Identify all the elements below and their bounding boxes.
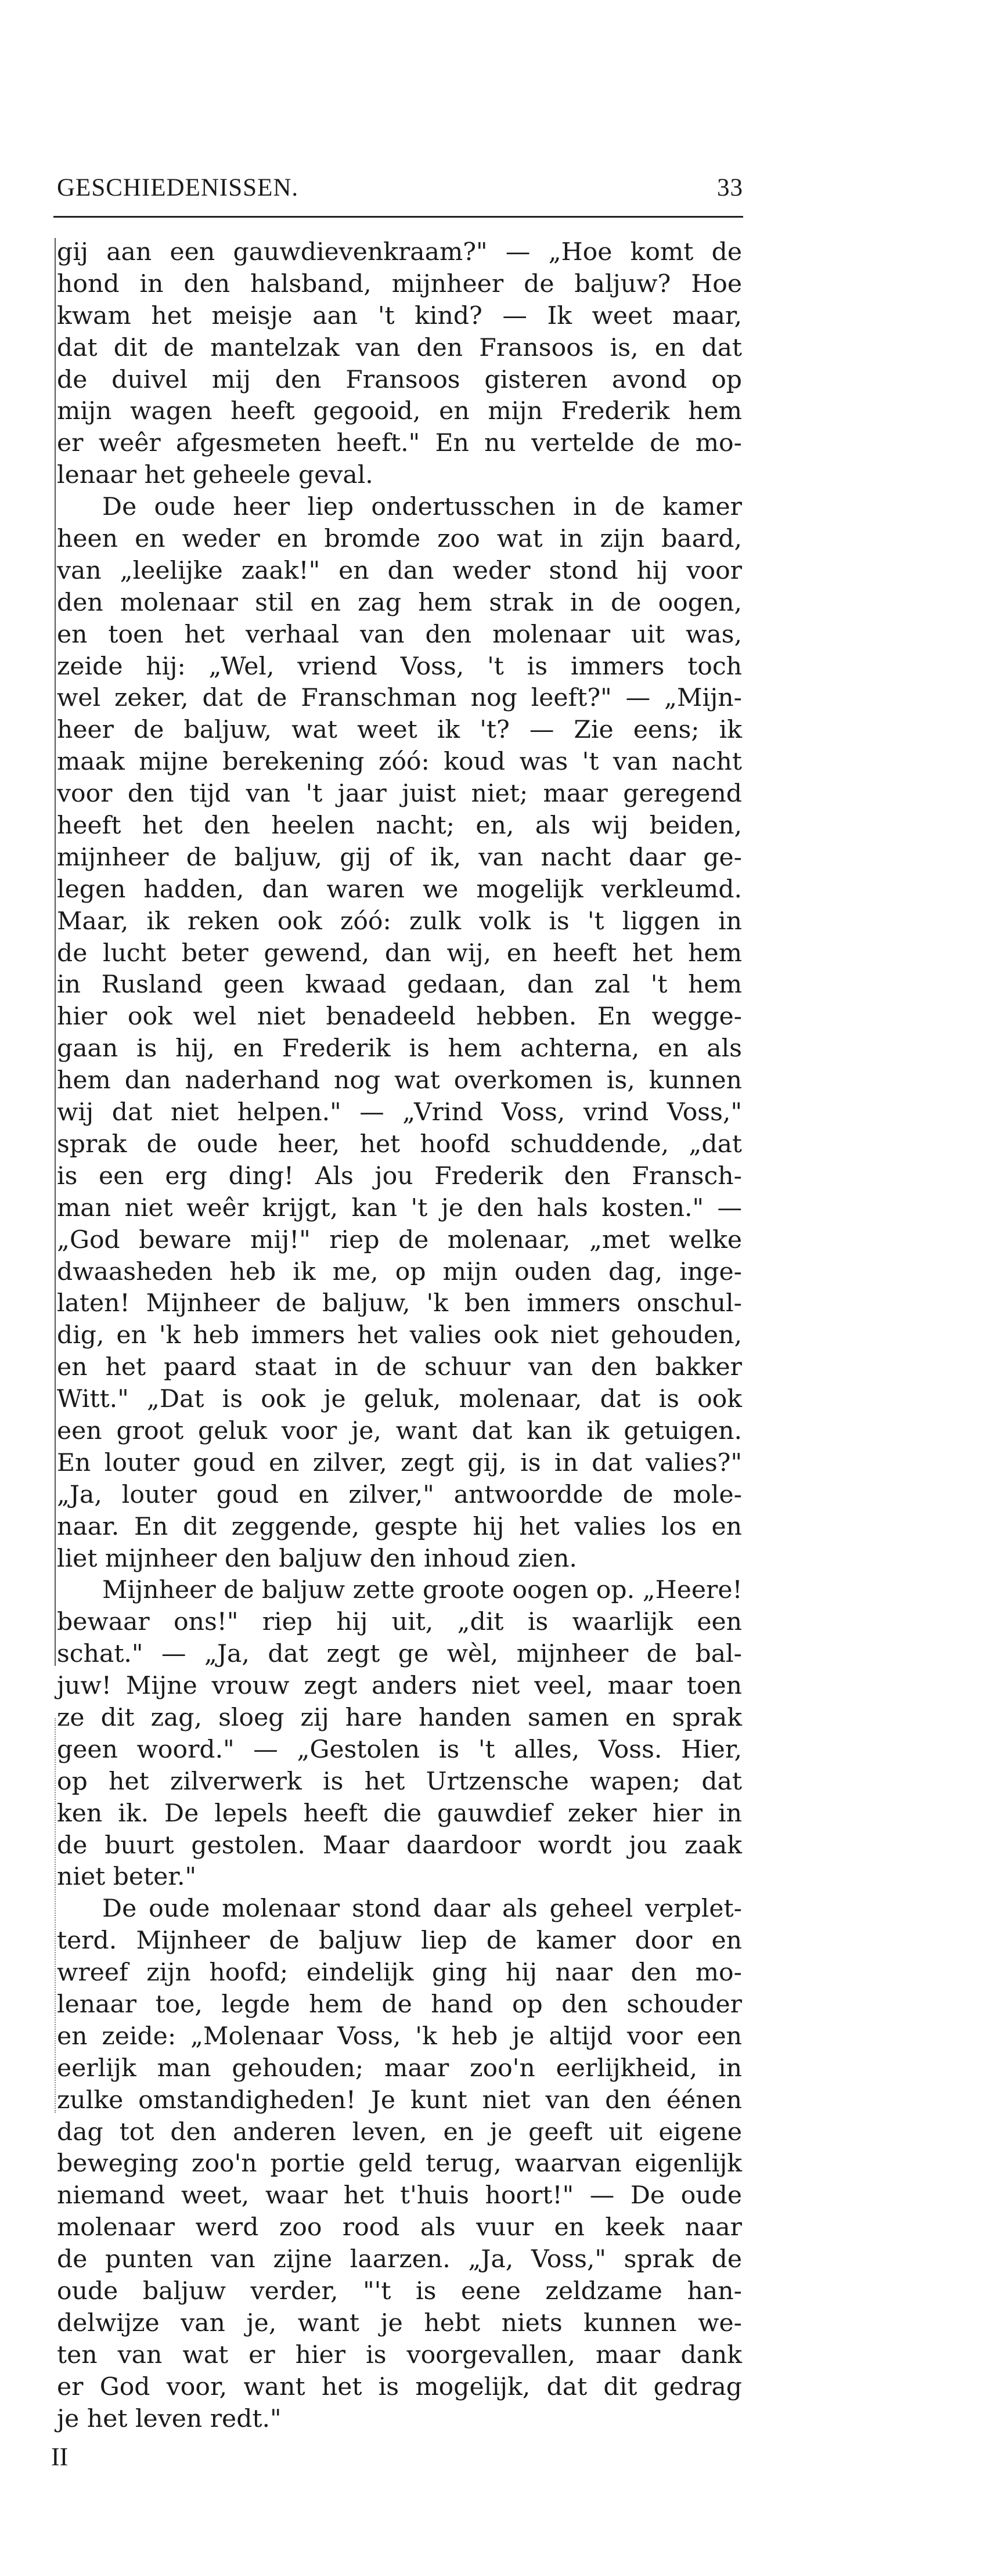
text-line: schat." — „Ja, dat zegt ge wèl, mijnheer de bal- [57, 1640, 742, 1669]
text-line: eerlijk man gehouden; maar zoo'n eerlijkheid, in [57, 2054, 742, 2083]
text-line: „Ja, louter goud en zilver," antwoordde de mole- [57, 1480, 742, 1509]
text-line: voor den tijd van 't jaar juist niet; maar geregend [57, 780, 742, 809]
text-line: wreef zijn hoofd; eindelijk ging hij naar den mo- [57, 1958, 742, 1987]
text-line: is een erg ding! Als jou Frederik den Fransch- [57, 1161, 742, 1190]
running-head [57, 172, 743, 204]
text-line: de punten van zijne laarzen. „Ja, Voss," sprak de [57, 2245, 742, 2274]
text-line: een groot geluk voor je, want dat kan ik getuigen. [57, 1416, 742, 1445]
text-line: delwijze van je, want je hebt niets kunnen we- [57, 2308, 742, 2337]
text-line: maak mijne berekening zóó: koud was 't van nacht [57, 748, 742, 777]
text-line: ten van wat er hier is voorgevallen, maar dank [57, 2340, 742, 2369]
text-line: mijnheer de baljuw, gij of ik, van nacht daar ge- [57, 843, 742, 872]
text-line: bewaar ons!" riep hij uit, „dit is waarlijk een [57, 1608, 742, 1637]
text-line: naar. En dit zeggende, gespte hij het valies los en [57, 1512, 742, 1541]
text-line: op het zilverwerk is het Urtzensche wapen; dat [57, 1767, 742, 1796]
text-line: niet beter." [57, 1863, 196, 1892]
text-line: gaan is hij, en Frederik is hem achterna, en als [57, 1034, 742, 1063]
text-line: en zeide: „Molenaar Voss, 'k heb je altijd voor een [57, 2022, 742, 2051]
text-line: beweging zoo'n portie geld terug, waarvan eigenlijk [57, 2149, 742, 2178]
text-line: hem dan naderhand nog wat overkomen is, kunnen [57, 1066, 742, 1095]
text-line: kwam het meisje aan 't kind? — Ik weet maar, [57, 301, 742, 330]
text-line: oude baljuw verder, "'t is eene zeldzame han- [57, 2277, 742, 2306]
text-line: en het paard staat in de schuur van den bakker [57, 1353, 742, 1382]
margin-line-lower [55, 1718, 56, 2113]
text-line: dwaasheden heb ik me, op mijn ouden dag, inge- [57, 1257, 742, 1286]
text-line: hond in den halsband, mijnheer de baljuw? Hoe [57, 269, 742, 298]
text-line: lenaar toe, legde hem de hand op den schouder [57, 1990, 742, 2019]
text-line: En louter goud en zilver, zegt gij, is in dat valies?" [57, 1448, 742, 1477]
signature-mark: II [51, 2442, 69, 2471]
margin-line [55, 238, 56, 1666]
text-line: den molenaar stil en zag hem strak in de oogen, [57, 588, 742, 617]
text-line: juw! Mijne vrouw zegt anders niet veel, maar toen [57, 1672, 742, 1701]
text-line: heeft het den heelen nacht; en, als wij beiden, [57, 811, 742, 840]
text-line: De oude molenaar stond daar als geheel verplet- [102, 1895, 742, 1924]
text-line: laten! Mijnheer de baljuw, 'k ben immers onschul- [57, 1289, 742, 1318]
text-line: de duivel mij den Fransoos gisteren avond op [57, 365, 742, 394]
text-line: Maar, ik reken ook zóó: zulk volk is 't liggen in [57, 907, 742, 936]
text-line: van „leelijke zaak!" en dan weder stond hij voor [57, 556, 742, 585]
text-line: ze dit zag, sloeg zij hare handen samen en sprak [57, 1703, 742, 1732]
text-line: niemand weet, waar het t'huis hoort!" — De oude [57, 2181, 742, 2210]
text-line: wij dat niet helpen." — „Vrind Voss, vrind Voss," [57, 1098, 742, 1127]
text-line: de buurt gestolen. Maar daardoor wordt jou zaak [57, 1831, 742, 1860]
text-line: er weêr afgesmeten heeft." En nu vertelde de mo- [57, 429, 742, 458]
text-line: man niet weêr krijgt, kan 't je den hals kosten." — [57, 1193, 742, 1222]
text-line: „God beware mij!" riep de molenaar, „met welke [57, 1225, 742, 1254]
text-line: zulke omstandigheden! Je kunt niet van den éénen [57, 2086, 742, 2115]
text-line: er God voor, want het is mogelijk, dat dit gedrag [57, 2372, 742, 2401]
text-line: lenaar het geheele geval. [57, 461, 373, 490]
text-line: geen woord." — „Gestolen is 't alles, Voss. Hier, [57, 1735, 742, 1764]
text-line: wel zeker, dat de Franschman nog leeft?" — „Mijn- [57, 684, 742, 713]
header-rule [53, 216, 743, 218]
body-text [57, 237, 742, 2435]
text-line: dag tot den anderen leven, en je geeft uit eigene [57, 2117, 742, 2146]
text-line: De oude heer liep ondertusschen in de kamer [102, 493, 742, 522]
text-line: dat dit de mantelzak van den Fransoos is, en dat [57, 333, 742, 362]
text-line: legen hadden, dan waren we mogelijk verkleumd. [57, 875, 742, 904]
text-line: en toen het verhaal van den molenaar uit was, [57, 620, 742, 649]
text-line: liet mijnheer den baljuw den inhoud zien. [57, 1544, 577, 1573]
text-line: dig, en 'k heb immers het valies ook niet gehouden, [57, 1321, 742, 1350]
text-line: de lucht beter gewend, dan wij, en heeft het hem [57, 939, 742, 968]
text-line: heer de baljuw, wat weet ik 't? — Zie eens; ik [57, 716, 742, 745]
text-line: terd. Mijnheer de baljuw liep de kamer door en [57, 1926, 742, 1956]
text-line: je het leven redt." [57, 2404, 282, 2433]
text-line: Mijnheer de baljuw zette groote oogen op. „Heere! [102, 1576, 743, 1605]
running-head-title: GESCHIEDENISSEN. [57, 174, 299, 201]
text-line: sprak de oude heer, het hoofd schuddende, „dat [57, 1130, 742, 1159]
text-line: heen en weder en bromde zoo wat in zijn baard, [57, 525, 742, 554]
text-line: in Rusland geen kwaad gedaan, dan zal 't hem [57, 970, 742, 1000]
text-line: zeide hij: „Wel, vriend Voss, 't is immers toch [57, 652, 742, 681]
text-line: molenaar werd zoo rood als vuur en keek naar [57, 2213, 742, 2242]
text-line: Witt." „Dat is ook je geluk, molenaar, dat is ook [57, 1385, 742, 1414]
text-line: mijn wagen heeft gegooid, en mijn Frederik hem [57, 397, 742, 426]
text-line: hier ook wel niet benadeeld hebben. En wegge- [57, 1002, 742, 1031]
page-number: 33 [717, 174, 743, 201]
text-line: gij aan een gauwdievenkraam?" — „Hoe komt de [57, 238, 742, 266]
text-line: ken ik. De lepels heeft die gauwdief zeker hier in [57, 1799, 742, 1828]
